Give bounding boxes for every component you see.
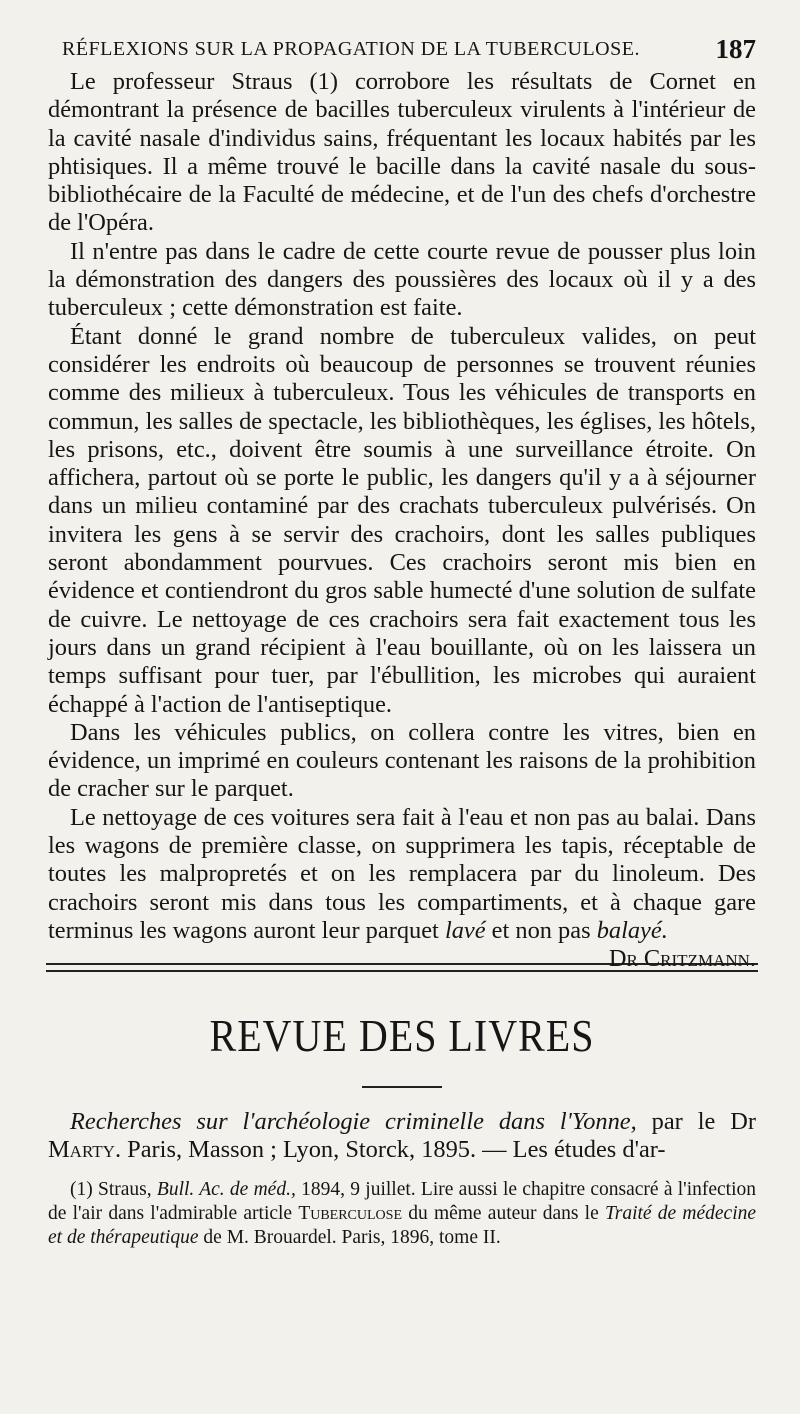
footnote-work: Traité de médecine et de thérapeutique [48, 1203, 757, 1249]
article-body [48, 68, 756, 973]
paragraph-text: et non pas [491, 916, 591, 944]
review-by: par le Dr [651, 1108, 756, 1136]
short-rule [362, 1086, 442, 1088]
paragraph-last [48, 803, 756, 973]
italic-word: balayé. [596, 916, 668, 944]
footnote [48, 1178, 756, 1250]
paragraph: Dans les véhicules publics, on collera contre les vitres, bien en évidence, un imprimé en couleurs contenant les raisons de la prohibition de cracher sur le parquet. [48, 718, 756, 803]
footnote-text: (1) Straus, [70, 1179, 152, 1201]
footnote-text: de M. Brouardel. Paris, 1896, tome II. [203, 1227, 501, 1249]
signature: Dr Critzmann. [608, 945, 756, 973]
footnote-ref: Bull. Ac. de méd., [156, 1179, 296, 1201]
footnote-article: Tuberculose [298, 1203, 403, 1225]
italic-word: lavé [444, 916, 486, 944]
paragraph: Le professeur Straus (1) corrobore les résultats de Cornet en démontrant la présence de bacilles tuberculeux virulents à l'intérieur de la cavité nasale d'individus sains, fréquentant les locaux habités par les phtisiques. Il a même trouvé le bacille dans la cavité nasale du sous-bibliothécaire de la Faculté de médecine, et de l'un des chefs d'orchestre de l'Opéra. [48, 68, 756, 237]
running-title: RÉFLEXIONS SUR LA PROPAGATION DE LA TUBERCULOSE. [62, 38, 640, 60]
paragraph: Il n'entre pas dans le cadre de cette courte revue de pousser plus loin la démonstration des dangers des poussières des locaux où il y a des tuberculeux ; cette démonstration est faite. [48, 237, 756, 322]
paragraph-text: Le nettoyage de ces voitures sera fait à l'eau et non pas au balai. Dans les wagons de première classe, on supprimera les tapis, réceptable de toutes les malpropretés et on les remplacera par du linoleum. Des crachoirs seront mis dans tous les compartiments, et à chaque gare terminus les wagons auront leur parquet [48, 803, 756, 944]
book-title: Recherches sur l'archéologie criminelle dans l'Yonne, [70, 1108, 637, 1136]
review-text: Paris, Masson ; Lyon, Storck, 1895. — Les études d'ar- [127, 1136, 666, 1164]
paragraph: Étant donné le grand nombre de tuberculeux valides, on peut considérer les endroits où beaucoup de personnes se trouvent réunies comme des milieux à tuberculeux. Tous les véhicules de transports en commun, les salles de spectacle, les bibliothèques, les églises, les hôtels, les prisons, etc., doivent être soumis à une surveillance étroite. On affichera, partout où se porte le public, les dangers qu'il y a à séjourner dans un milieu contaminé par des crachats tuberculeux pulvérisés. On invitera les gens à se servir des crachoirs, dont les salles publiques seront abondamment pourvues. Ces crachoirs seront mis bien en évidence et contiendront du gros sable humecté d'une solution de sulfate de cuivre. Le nettoyage de ces crachoirs sera fait exactement tous les jours dans un grand récipient à l'eau bouillante, où on les laissera un temps suffisant pour tuer, par l'ébullition, les microbes qui auraient échappé à l'action de l'antiseptique. [48, 322, 756, 718]
running-header [48, 34, 756, 68]
footnote-text: du même auteur dans le [408, 1203, 599, 1225]
book-author: Marty. [48, 1136, 122, 1164]
review-entry [48, 1108, 756, 1164]
page [48, 34, 756, 1250]
footnote-text: 1894, 9 juillet. Lire aussi le chapitre consacré à l'infection de l'air dans l'admirable article [48, 1179, 757, 1225]
page-number: 187 [715, 34, 756, 64]
section-title: REVUE DES LIVRES [209, 1009, 595, 1062]
